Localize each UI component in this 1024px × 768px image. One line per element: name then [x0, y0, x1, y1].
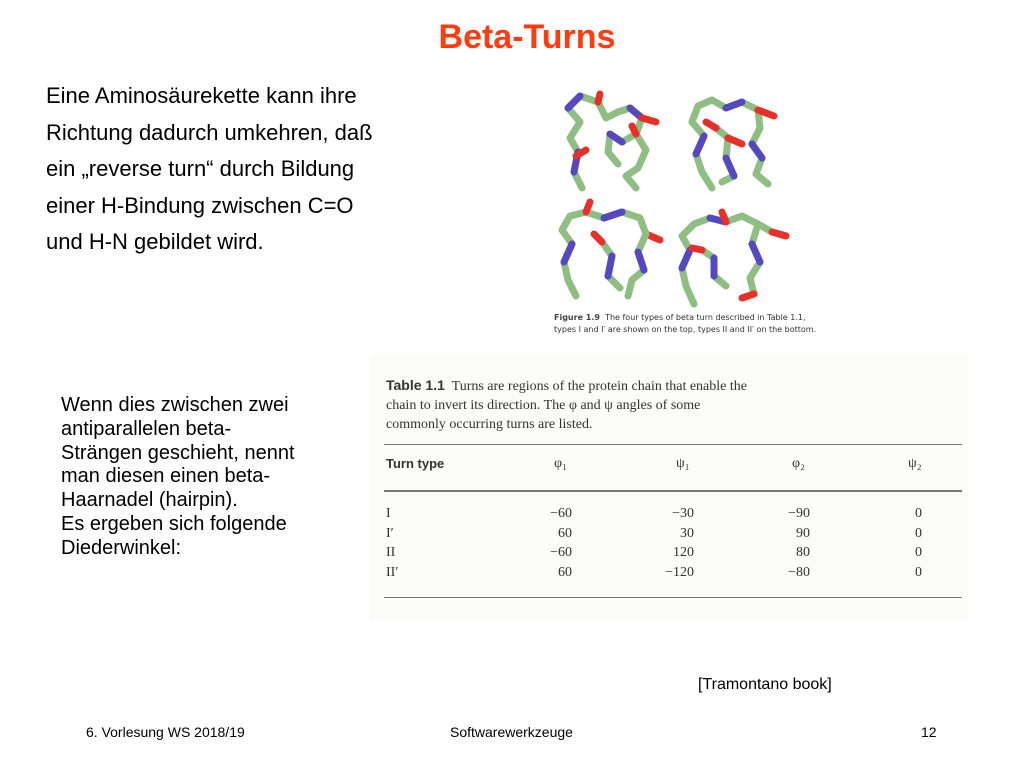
table-cell: 80	[796, 545, 810, 560]
hairpin-line: Strängen geschieht, nennt	[61, 441, 295, 464]
turn-type-i-prime-model	[692, 100, 774, 188]
intro-text	[46, 78, 466, 261]
intro-line: Eine Aminosäurekette kann ihre	[46, 83, 357, 108]
footer-lecture: 6. Vorlesung WS 2018/19	[86, 724, 245, 740]
slide-title: Beta-Turns	[438, 18, 616, 56]
figure-caption	[554, 312, 829, 336]
table-cell: II	[386, 545, 396, 560]
figure-caption-label: Figure 1.9	[554, 313, 600, 322]
table-cell: II′	[386, 564, 399, 580]
table-caption-line: commonly occurring turns are listed.	[386, 417, 593, 432]
table-cell: −60	[550, 506, 572, 521]
table-cell: 0	[915, 506, 922, 521]
hairpin-line: Es ergeben sich folgende	[61, 512, 287, 535]
table-caption-label: Table 1.1	[386, 377, 445, 393]
table-row	[370, 543, 968, 563]
dihedral-angle-table	[370, 354, 968, 620]
table-cell: 60	[558, 525, 572, 541]
table-header-cell: ψ₁	[676, 456, 690, 471]
turn-type-i-model	[568, 94, 656, 188]
hairpin-line: antiparallelen beta-	[61, 417, 232, 440]
turn-type-ii-model	[562, 202, 660, 296]
figure-caption-line: The four types of beta turn described in Table 1.1,	[605, 313, 806, 322]
footer-course: Softwarewerkzeuge	[450, 724, 573, 740]
table-cell: 60	[558, 564, 572, 580]
table-body	[370, 504, 968, 582]
intro-line: ein „reverse turn“ durch Bildung	[46, 156, 355, 181]
table-row	[370, 504, 968, 524]
table-header-cell: φ₂	[792, 456, 805, 471]
intro-line: Richtung dadurch umkehren, daß	[46, 119, 373, 145]
figure-caption-line: types I and I′ are shown on the top, types II and II′ on the bottom.	[554, 325, 817, 334]
table-header-rule	[384, 490, 962, 492]
table-cell: −90	[788, 506, 810, 521]
table-caption-line: chain to invert its direction. The φ and ψ angles of some	[386, 398, 701, 413]
table-caption	[386, 376, 806, 434]
table-caption-line: Turns are regions of the protein chain that enable the	[451, 379, 747, 394]
footer-page-number: 12	[921, 724, 937, 740]
table-cell: 120	[673, 545, 694, 560]
hairpin-text	[61, 394, 361, 561]
intro-line: einer H-Bindung zwischen C=O	[46, 192, 354, 218]
hairpin-line: man diesen einen beta-	[61, 465, 271, 488]
intro-line: und H-N gebildet wird.	[46, 229, 264, 254]
table-cell: 0	[915, 545, 922, 560]
table-top-rule	[384, 444, 962, 445]
beta-turn-structures-image	[546, 72, 834, 312]
table-cell: −60	[550, 545, 572, 560]
table-header-cell: Turn type	[386, 456, 445, 471]
table-cell: 0	[915, 525, 922, 541]
table-cell: 90	[796, 525, 810, 541]
table-cell: 30	[680, 525, 694, 541]
hairpin-line: Diederwinkel:	[61, 536, 182, 559]
table-cell: 0	[915, 564, 922, 580]
hairpin-line: Wenn dies zwischen zwei	[61, 394, 289, 416]
table-cell: I	[386, 506, 391, 521]
table-bottom-rule	[384, 597, 962, 598]
table-cell: −120	[665, 564, 694, 580]
table-cell: −80	[788, 564, 810, 580]
hairpin-line: Haarnadel (hairpin).	[61, 489, 238, 512]
table-cell: −30	[672, 506, 694, 521]
source-citation: [Tramontano book]	[698, 676, 832, 693]
turn-type-ii-prime-model	[682, 212, 786, 304]
table-header-cell: φ₁	[554, 456, 567, 471]
table-row	[370, 563, 968, 583]
table-row	[370, 524, 968, 544]
table-cell: I′	[386, 525, 394, 541]
beta-turn-figure	[546, 72, 834, 342]
table-header-cell: ψ₂	[908, 456, 922, 471]
